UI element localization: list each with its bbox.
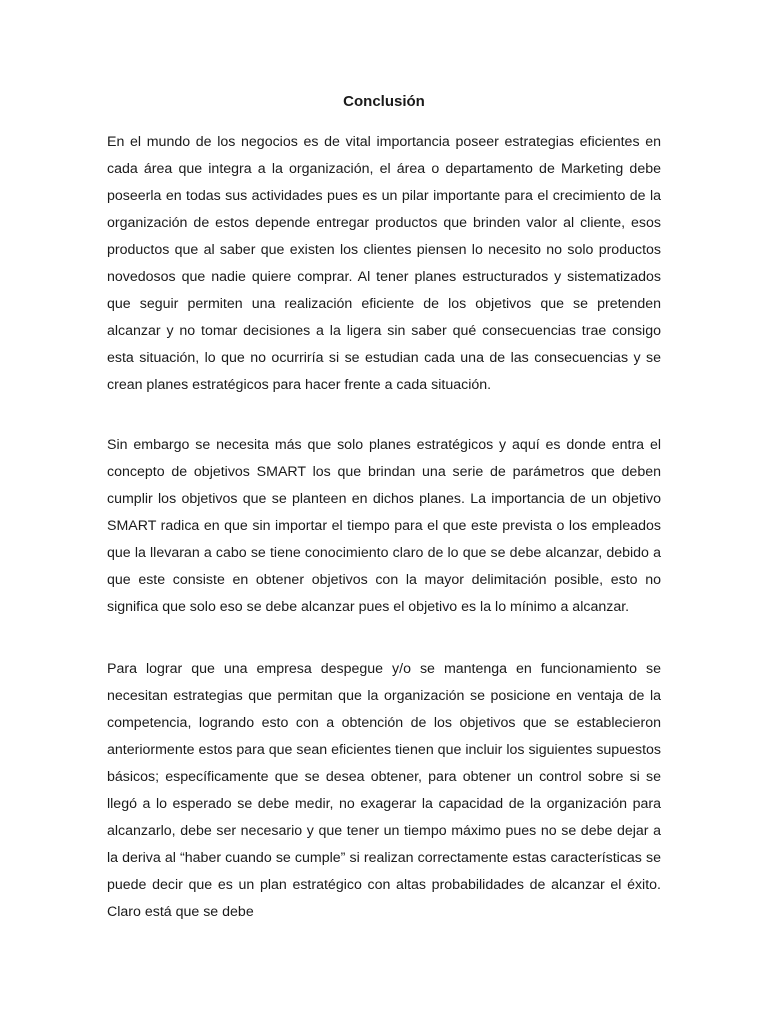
document-title: Conclusión [343,93,425,110]
paragraph-3: Para lograr que una empresa despegue y/o se mantenga en funcionamiento se necesitan estrategias que permitan que la organización se posicione en ventaja de la competencia, logrando esto con a obtención de los objetivos que se establecieron anteriormente estos para que sean eficientes tienen que incluir los siguientes supuestos básicos; específicamente que se desea obtener, para obtener un control sobre si se llegó a lo esperado se debe medir, no exagerar la capacidad de la organización para alcanzarlo, debe ser necesario y que tener un tiempo máximo pues no se debe dejar a la deriva al “haber cuando se cumple” si realizan correctamente estas características se puede decir que es un plan estratégico con altas probabilidades de alcanzar el éxito. Claro está que se debe [107,661,661,920]
paragraph-2: Sin embargo se necesita más que solo planes estratégicos y aquí es donde entra el concepto de objetivos SMART los que brindan una serie de parámetros que deben cumplir los objetivos que se planteen en dichos planes. La importancia de un objetivo SMART radica en que sin importar el tiempo para el que este prevista o los empleados que la llevaran a cabo se tiene conocimiento claro de lo que se debe alcanzar, debido a que este consiste en obtener objetivos con la mayor delimitación posible, esto no significa que solo eso se debe alcanzar pues el objetivo es la lo mínimo a alcanzar. [107,437,661,615]
paragraph-1: En el mundo de los negocios es de vital importancia poseer estrategias eficientes en cada área que integra a la organización, el área o departamento de Marketing debe poseerla en todas sus actividades pues es un pilar importante para el crecimiento de la organización de estos depende entregar productos que brinden valor al cliente, esos productos que al saber que existen los clientes piensen lo necesito no solo productos novedosos que nadie quiere comprar. Al tener planes estructurados y sistematizados que seguir permiten una realización eficiente de los objetivos que se pretenden alcanzar y no tomar decisiones a la ligera sin saber qué consecuencias trae consigo esta situación, lo que no ocurriría si se estudian cada una de las consecuencias y se crean planes estratégicos para hacer frente a cada situación. [107,134,661,393]
document-page [107,0,661,1024]
